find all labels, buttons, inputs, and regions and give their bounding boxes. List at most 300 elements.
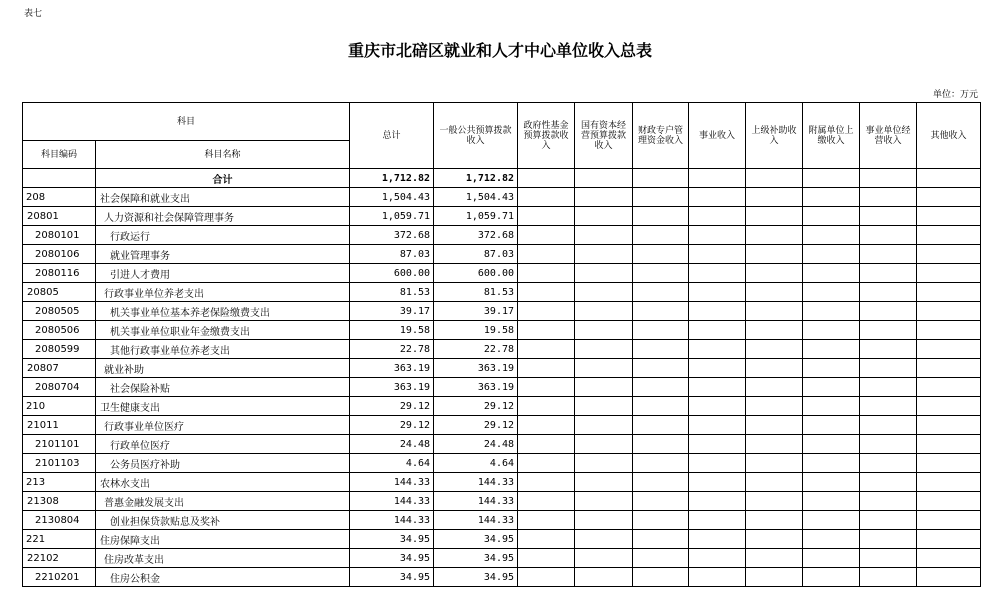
empty-cell bbox=[746, 207, 803, 226]
income-summary-table bbox=[22, 102, 981, 587]
empty-cell bbox=[860, 568, 917, 587]
empty-cell bbox=[746, 473, 803, 492]
header-general-budget: 一般公共预算拨款收入 bbox=[434, 103, 518, 169]
row-code: 2080506 bbox=[23, 321, 96, 340]
table-row bbox=[23, 264, 981, 283]
row-name: 住房公积金 bbox=[96, 568, 350, 587]
row-total: 19.58 bbox=[350, 321, 434, 340]
empty-cell bbox=[917, 340, 981, 359]
table-row bbox=[23, 226, 981, 245]
row-name: 创业担保贷款贴息及奖补 bbox=[96, 511, 350, 530]
empty-cell bbox=[633, 473, 689, 492]
row-general: 34.95 bbox=[434, 568, 518, 587]
row-total: 144.33 bbox=[350, 511, 434, 530]
empty-cell bbox=[518, 492, 575, 511]
empty-cell bbox=[803, 454, 860, 473]
row-code: 208 bbox=[23, 188, 96, 207]
empty-cell bbox=[860, 359, 917, 378]
empty-cell bbox=[633, 245, 689, 264]
empty-cell bbox=[689, 530, 746, 549]
row-code: 2080599 bbox=[23, 340, 96, 359]
row-name: 就业管理事务 bbox=[96, 245, 350, 264]
empty-cell bbox=[917, 378, 981, 397]
empty-cell bbox=[689, 188, 746, 207]
empty-cell bbox=[633, 226, 689, 245]
row-general: 363.19 bbox=[434, 378, 518, 397]
empty-cell bbox=[803, 207, 860, 226]
empty-cell bbox=[689, 454, 746, 473]
empty-cell bbox=[746, 264, 803, 283]
empty-cell bbox=[803, 530, 860, 549]
row-name: 引进人才费用 bbox=[96, 264, 350, 283]
header-operating-income: 事业单位经营收入 bbox=[860, 103, 917, 169]
empty-cell bbox=[860, 397, 917, 416]
empty-cell bbox=[689, 264, 746, 283]
table-row bbox=[23, 340, 981, 359]
row-total: 34.95 bbox=[350, 549, 434, 568]
row-name: 卫生健康支出 bbox=[96, 397, 350, 416]
row-total: 600.00 bbox=[350, 264, 434, 283]
row-total: 39.17 bbox=[350, 302, 434, 321]
empty-cell bbox=[860, 188, 917, 207]
empty-cell bbox=[689, 283, 746, 302]
empty-cell bbox=[803, 302, 860, 321]
empty-cell bbox=[746, 283, 803, 302]
empty-cell bbox=[803, 264, 860, 283]
empty-cell bbox=[518, 283, 575, 302]
row-code: 20807 bbox=[23, 359, 96, 378]
empty-cell bbox=[633, 511, 689, 530]
empty-cell bbox=[575, 340, 633, 359]
empty-cell bbox=[518, 397, 575, 416]
row-general: 19.58 bbox=[434, 321, 518, 340]
empty-cell bbox=[860, 302, 917, 321]
row-general: 4.64 bbox=[434, 454, 518, 473]
empty-cell bbox=[860, 378, 917, 397]
empty-cell bbox=[746, 530, 803, 549]
table-row bbox=[23, 283, 981, 302]
empty-cell bbox=[518, 321, 575, 340]
empty-cell bbox=[860, 283, 917, 302]
empty-cell bbox=[518, 511, 575, 530]
empty-cell bbox=[689, 473, 746, 492]
empty-cell bbox=[575, 511, 633, 530]
row-name: 就业补助 bbox=[96, 359, 350, 378]
empty-cell bbox=[689, 416, 746, 435]
row-total: 24.48 bbox=[350, 435, 434, 454]
empty-cell bbox=[689, 397, 746, 416]
table-row bbox=[23, 302, 981, 321]
row-code: 22102 bbox=[23, 549, 96, 568]
row-general: 144.33 bbox=[434, 473, 518, 492]
empty-cell bbox=[633, 454, 689, 473]
empty-cell bbox=[518, 226, 575, 245]
empty-cell bbox=[746, 340, 803, 359]
empty-cell bbox=[518, 359, 575, 378]
empty-cell bbox=[575, 473, 633, 492]
table-row bbox=[23, 359, 981, 378]
empty-cell bbox=[575, 416, 633, 435]
row-name: 行政事业单位养老支出 bbox=[96, 283, 350, 302]
empty-cell bbox=[689, 245, 746, 264]
empty-cell bbox=[518, 473, 575, 492]
table-row bbox=[23, 454, 981, 473]
empty-cell bbox=[689, 226, 746, 245]
empty-cell bbox=[633, 530, 689, 549]
empty-cell bbox=[803, 226, 860, 245]
empty-cell bbox=[917, 188, 981, 207]
row-code: 2080505 bbox=[23, 302, 96, 321]
empty-cell bbox=[575, 397, 633, 416]
row-code: 210 bbox=[23, 397, 96, 416]
header-total: 总计 bbox=[350, 103, 434, 169]
empty-cell bbox=[575, 207, 633, 226]
empty-cell bbox=[689, 302, 746, 321]
table-row bbox=[23, 207, 981, 226]
empty-cell bbox=[518, 302, 575, 321]
row-total: 29.12 bbox=[350, 397, 434, 416]
empty-cell bbox=[746, 416, 803, 435]
row-name: 住房保障支出 bbox=[96, 530, 350, 549]
table-row bbox=[23, 397, 981, 416]
empty-cell bbox=[860, 169, 917, 188]
row-name: 社会保险补贴 bbox=[96, 378, 350, 397]
total-total-cell: 1,712.82 bbox=[350, 169, 434, 188]
empty-cell bbox=[917, 359, 981, 378]
row-name: 机关事业单位职业年金缴费支出 bbox=[96, 321, 350, 340]
header-subject: 科目 bbox=[23, 103, 350, 141]
table-row bbox=[23, 378, 981, 397]
row-general: 1,059.71 bbox=[434, 207, 518, 226]
row-general: 39.17 bbox=[434, 302, 518, 321]
empty-cell bbox=[575, 283, 633, 302]
empty-cell bbox=[803, 416, 860, 435]
row-general: 1,504.43 bbox=[434, 188, 518, 207]
empty-cell bbox=[746, 245, 803, 264]
row-total: 34.95 bbox=[350, 568, 434, 587]
row-general: 144.33 bbox=[434, 511, 518, 530]
empty-cell bbox=[689, 549, 746, 568]
table-row bbox=[23, 188, 981, 207]
empty-cell bbox=[917, 454, 981, 473]
empty-cell bbox=[860, 321, 917, 340]
row-code: 2080101 bbox=[23, 226, 96, 245]
row-name: 公务员医疗补助 bbox=[96, 454, 350, 473]
empty-cell bbox=[803, 397, 860, 416]
empty-cell bbox=[746, 511, 803, 530]
empty-cell bbox=[633, 302, 689, 321]
table-row bbox=[23, 492, 981, 511]
table-row bbox=[23, 511, 981, 530]
empty-cell bbox=[518, 264, 575, 283]
empty-cell bbox=[746, 169, 803, 188]
table-number-label: 表七 bbox=[24, 9, 43, 19]
row-total: 1,504.43 bbox=[350, 188, 434, 207]
empty-cell bbox=[917, 207, 981, 226]
header-state-capital: 国有资本经营预算拨款收入 bbox=[575, 103, 633, 169]
empty-cell bbox=[575, 530, 633, 549]
empty-cell bbox=[633, 568, 689, 587]
empty-cell bbox=[917, 397, 981, 416]
empty-cell bbox=[633, 188, 689, 207]
empty-cell bbox=[746, 454, 803, 473]
table-row bbox=[23, 245, 981, 264]
empty-cell bbox=[518, 549, 575, 568]
empty-cell bbox=[575, 245, 633, 264]
empty-cell bbox=[518, 568, 575, 587]
row-general: 24.48 bbox=[434, 435, 518, 454]
row-general: 34.95 bbox=[434, 549, 518, 568]
empty-cell bbox=[575, 492, 633, 511]
row-code: 2210201 bbox=[23, 568, 96, 587]
empty-cell bbox=[803, 283, 860, 302]
empty-cell bbox=[917, 302, 981, 321]
row-total: 372.68 bbox=[350, 226, 434, 245]
empty-cell bbox=[689, 321, 746, 340]
empty-cell bbox=[746, 492, 803, 511]
total-row bbox=[23, 169, 981, 188]
empty-cell bbox=[803, 321, 860, 340]
row-name: 其他行政事业单位养老支出 bbox=[96, 340, 350, 359]
empty-cell bbox=[746, 549, 803, 568]
empty-cell bbox=[689, 169, 746, 188]
empty-cell bbox=[803, 359, 860, 378]
empty-cell bbox=[689, 359, 746, 378]
empty-cell bbox=[860, 207, 917, 226]
row-total: 144.33 bbox=[350, 473, 434, 492]
total-general-cell: 1,712.82 bbox=[434, 169, 518, 188]
empty-cell bbox=[689, 568, 746, 587]
empty-cell bbox=[689, 435, 746, 454]
table-row bbox=[23, 473, 981, 492]
empty-cell bbox=[860, 416, 917, 435]
empty-cell bbox=[689, 207, 746, 226]
empty-cell bbox=[689, 340, 746, 359]
empty-cell bbox=[575, 264, 633, 283]
empty-cell bbox=[575, 568, 633, 587]
row-code: 20801 bbox=[23, 207, 96, 226]
empty-cell bbox=[803, 492, 860, 511]
empty-cell bbox=[917, 473, 981, 492]
empty-cell bbox=[518, 416, 575, 435]
empty-cell bbox=[575, 188, 633, 207]
empty-cell bbox=[575, 321, 633, 340]
empty-cell bbox=[860, 473, 917, 492]
empty-cell bbox=[917, 492, 981, 511]
empty-cell bbox=[803, 188, 860, 207]
empty-cell bbox=[575, 302, 633, 321]
header-other-income: 其他收入 bbox=[917, 103, 981, 169]
row-total: 144.33 bbox=[350, 492, 434, 511]
empty-cell bbox=[746, 359, 803, 378]
empty-cell bbox=[575, 549, 633, 568]
empty-cell bbox=[575, 378, 633, 397]
header-business-income: 事业收入 bbox=[689, 103, 746, 169]
empty-cell bbox=[746, 397, 803, 416]
empty-cell bbox=[860, 549, 917, 568]
table-row bbox=[23, 549, 981, 568]
empty-cell bbox=[860, 492, 917, 511]
empty-cell bbox=[803, 473, 860, 492]
row-name: 行政运行 bbox=[96, 226, 350, 245]
table-row bbox=[23, 435, 981, 454]
empty-cell bbox=[518, 169, 575, 188]
table-row bbox=[23, 321, 981, 340]
row-code: 221 bbox=[23, 530, 96, 549]
table-row bbox=[23, 530, 981, 549]
empty-cell bbox=[518, 245, 575, 264]
empty-cell bbox=[633, 435, 689, 454]
empty-cell bbox=[917, 530, 981, 549]
row-code: 2080704 bbox=[23, 378, 96, 397]
row-general: 87.03 bbox=[434, 245, 518, 264]
empty-cell bbox=[803, 245, 860, 264]
header-gov-fund: 政府性基金预算拨款收入 bbox=[518, 103, 575, 169]
row-code: 20805 bbox=[23, 283, 96, 302]
row-total: 29.12 bbox=[350, 416, 434, 435]
row-name: 社会保障和就业支出 bbox=[96, 188, 350, 207]
table-row bbox=[23, 416, 981, 435]
empty-cell bbox=[575, 359, 633, 378]
empty-cell bbox=[917, 264, 981, 283]
empty-cell bbox=[518, 530, 575, 549]
empty-cell bbox=[917, 226, 981, 245]
row-code: 213 bbox=[23, 473, 96, 492]
empty-cell bbox=[860, 340, 917, 359]
empty-cell bbox=[689, 511, 746, 530]
empty-cell bbox=[917, 169, 981, 188]
row-general: 600.00 bbox=[434, 264, 518, 283]
empty-cell bbox=[575, 169, 633, 188]
row-code: 21308 bbox=[23, 492, 96, 511]
total-code-cell bbox=[23, 169, 96, 188]
header-subject-code: 科目编码 bbox=[23, 141, 96, 169]
row-name: 普惠金融发展支出 bbox=[96, 492, 350, 511]
empty-cell bbox=[689, 492, 746, 511]
empty-cell bbox=[803, 378, 860, 397]
row-name: 行政单位医疗 bbox=[96, 435, 350, 454]
empty-cell bbox=[860, 264, 917, 283]
row-name: 行政事业单位医疗 bbox=[96, 416, 350, 435]
empty-cell bbox=[633, 549, 689, 568]
row-name: 住房改革支出 bbox=[96, 549, 350, 568]
empty-cell bbox=[518, 454, 575, 473]
empty-cell bbox=[633, 283, 689, 302]
empty-cell bbox=[803, 549, 860, 568]
row-code: 2101103 bbox=[23, 454, 96, 473]
empty-cell bbox=[633, 492, 689, 511]
empty-cell bbox=[803, 511, 860, 530]
empty-cell bbox=[633, 321, 689, 340]
unit-label: 单位：万元 bbox=[932, 90, 978, 100]
empty-cell bbox=[575, 454, 633, 473]
row-total: 34.95 bbox=[350, 530, 434, 549]
row-total: 4.64 bbox=[350, 454, 434, 473]
row-general: 22.78 bbox=[434, 340, 518, 359]
empty-cell bbox=[633, 207, 689, 226]
empty-cell bbox=[917, 283, 981, 302]
empty-cell bbox=[860, 454, 917, 473]
row-total: 22.78 bbox=[350, 340, 434, 359]
empty-cell bbox=[917, 245, 981, 264]
header-superior-subsidy: 上级补助收入 bbox=[746, 103, 803, 169]
empty-cell bbox=[633, 264, 689, 283]
row-code: 21011 bbox=[23, 416, 96, 435]
table-row bbox=[23, 568, 981, 587]
empty-cell bbox=[917, 568, 981, 587]
empty-cell bbox=[633, 397, 689, 416]
empty-cell bbox=[633, 416, 689, 435]
header-fiscal-special: 财政专户管理资金收入 bbox=[633, 103, 689, 169]
empty-cell bbox=[917, 549, 981, 568]
row-total: 87.03 bbox=[350, 245, 434, 264]
empty-cell bbox=[518, 378, 575, 397]
empty-cell bbox=[633, 340, 689, 359]
empty-cell bbox=[803, 169, 860, 188]
empty-cell bbox=[518, 207, 575, 226]
empty-cell bbox=[860, 245, 917, 264]
total-label: 合计 bbox=[96, 169, 350, 188]
row-code: 2130804 bbox=[23, 511, 96, 530]
row-general: 372.68 bbox=[434, 226, 518, 245]
empty-cell bbox=[575, 226, 633, 245]
empty-cell bbox=[803, 435, 860, 454]
empty-cell bbox=[633, 378, 689, 397]
row-general: 29.12 bbox=[434, 397, 518, 416]
empty-cell bbox=[917, 511, 981, 530]
row-name: 农林水支出 bbox=[96, 473, 350, 492]
header-subject-name: 科目名称 bbox=[96, 141, 350, 169]
row-general: 144.33 bbox=[434, 492, 518, 511]
empty-cell bbox=[746, 188, 803, 207]
empty-cell bbox=[803, 340, 860, 359]
row-total: 81.53 bbox=[350, 283, 434, 302]
empty-cell bbox=[746, 435, 803, 454]
row-general: 34.95 bbox=[434, 530, 518, 549]
header-affiliated-income: 附属单位上缴收入 bbox=[803, 103, 860, 169]
empty-cell bbox=[860, 226, 917, 245]
empty-cell bbox=[803, 568, 860, 587]
empty-cell bbox=[746, 302, 803, 321]
empty-cell bbox=[917, 416, 981, 435]
empty-cell bbox=[633, 169, 689, 188]
empty-cell bbox=[860, 511, 917, 530]
row-code: 2080116 bbox=[23, 264, 96, 283]
empty-cell bbox=[746, 378, 803, 397]
empty-cell bbox=[860, 530, 917, 549]
empty-cell bbox=[917, 435, 981, 454]
row-name: 机关事业单位基本养老保险缴费支出 bbox=[96, 302, 350, 321]
empty-cell bbox=[575, 435, 633, 454]
row-name: 人力资源和社会保障管理事务 bbox=[96, 207, 350, 226]
empty-cell bbox=[746, 568, 803, 587]
empty-cell bbox=[746, 321, 803, 340]
page-title: 重庆市北碚区就业和人才中心单位收入总表 bbox=[347, 41, 652, 60]
empty-cell bbox=[746, 226, 803, 245]
row-total: 363.19 bbox=[350, 378, 434, 397]
empty-cell bbox=[518, 188, 575, 207]
row-general: 363.19 bbox=[434, 359, 518, 378]
row-total: 363.19 bbox=[350, 359, 434, 378]
empty-cell bbox=[518, 435, 575, 454]
row-general: 29.12 bbox=[434, 416, 518, 435]
row-general: 81.53 bbox=[434, 283, 518, 302]
row-code: 2101101 bbox=[23, 435, 96, 454]
empty-cell bbox=[860, 435, 917, 454]
row-code: 2080106 bbox=[23, 245, 96, 264]
empty-cell bbox=[518, 340, 575, 359]
row-total: 1,059.71 bbox=[350, 207, 434, 226]
